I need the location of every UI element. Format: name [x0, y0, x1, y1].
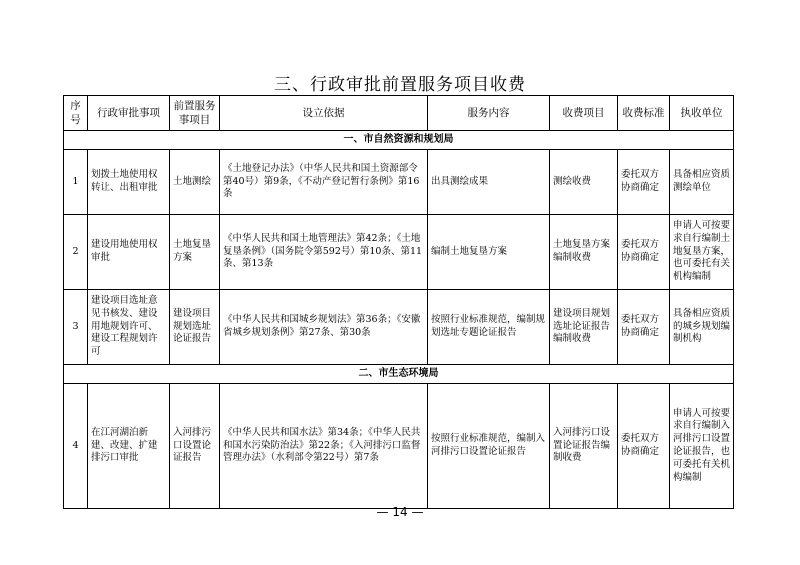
cell-standard: 委托双方协商确定 — [618, 150, 670, 215]
cell-fee-item: 测绘收费 — [550, 150, 618, 215]
table-row — [64, 384, 734, 509]
cell-fee-item: 建设项目规划选址论证报告编制收费 — [550, 290, 618, 365]
cell-unit: 具备相应资质的城乡规划编制机构 — [670, 290, 734, 365]
header-service: 前置服务事项目 — [170, 96, 220, 131]
cell-unit: 申请人可按要求自行编制土地复垦方案，也可委托有关机构编制 — [670, 215, 734, 290]
cell-unit: 申请人可按要求自行编制入河排污口设置论证报告，也可委托有关机构编制 — [670, 384, 734, 509]
cell-no: 3 — [64, 290, 88, 365]
header-content: 服务内容 — [428, 96, 550, 131]
header-no: 序号 — [64, 96, 88, 131]
cell-content: 出具测绘成果 — [428, 150, 550, 215]
cell-service: 入河排污口设置论证报告 — [170, 384, 220, 509]
cell-no: 4 — [64, 384, 88, 509]
table-row — [64, 290, 734, 365]
section-row — [64, 365, 734, 384]
page-title: 三、行政审批前置服务项目收费 — [274, 75, 526, 95]
section-row — [64, 131, 734, 150]
cell-service: 土地测绘 — [170, 150, 220, 215]
cell-item: 建设项目选址意见书核发、建设用地规划许可、建设工程规划许可 — [88, 290, 170, 365]
cell-no: 1 — [64, 150, 88, 215]
header-item: 行政审批事项 — [88, 96, 170, 131]
cell-item: 在江河湖泊新建、改建、扩建排污口审批 — [88, 384, 170, 509]
cell-basis: 《中华人民共和国城乡规划法》第36条；《安徽省城乡规划条例》第27条、第30条 — [220, 290, 428, 365]
cell-item: 划拨土地使用权转让、出租审批 — [88, 150, 170, 215]
header-fee-item: 收费项目 — [550, 96, 618, 131]
section-title: 二、市生态环境局 — [64, 365, 734, 384]
cell-fee-item: 入河排污口设置论证报告编制收费 — [550, 384, 618, 509]
cell-fee-item: 土地复垦方案编制收费 — [550, 215, 618, 290]
cell-basis: 《中华人民共和国水法》第34条；《中华人民共和国水污染防治法》第22条；《入河排污口监督管理办法》（水利部令第22号）第7条 — [220, 384, 428, 509]
cell-content: 编制土地复垦方案 — [428, 215, 550, 290]
cell-standard: 委托双方协商确定 — [618, 215, 670, 290]
table-row — [64, 150, 734, 215]
fee-table — [63, 95, 734, 509]
header-basis: 设立依据 — [220, 96, 428, 131]
header-standard: 收费标准 — [618, 96, 670, 131]
cell-standard: 委托双方协商确定 — [618, 384, 670, 509]
cell-basis: 《中华人民共和国土地管理法》第42条；《土地复垦条例》（国务院令第592号）第10条、第11条、第13条 — [220, 215, 428, 290]
cell-item: 建设用地使用权审批 — [88, 215, 170, 290]
cell-basis: 《土地登记办法》（中华人民共和国土资源部令第40号）第9条，《不动产登记暂行条例》第16条 — [220, 150, 428, 215]
cell-standard: 委托双方协商确定 — [618, 290, 670, 365]
cell-service: 建设项目规划选址论证报告 — [170, 290, 220, 365]
table-header-row — [64, 96, 734, 131]
section-title: 一、市自然资源和规划局 — [64, 131, 734, 150]
page-number: — 14 — — [376, 505, 424, 519]
cell-service: 土地复垦方案 — [170, 215, 220, 290]
cell-no: 2 — [64, 215, 88, 290]
cell-unit: 具备相应资质测绘单位 — [670, 150, 734, 215]
cell-content: 按照行业标准规范，编制入河排污口设置论证报告 — [428, 384, 550, 509]
cell-content: 按照行业标准规范，编制规划选址专题论证报告 — [428, 290, 550, 365]
header-unit: 执收单位 — [670, 96, 734, 131]
table-row — [64, 215, 734, 290]
